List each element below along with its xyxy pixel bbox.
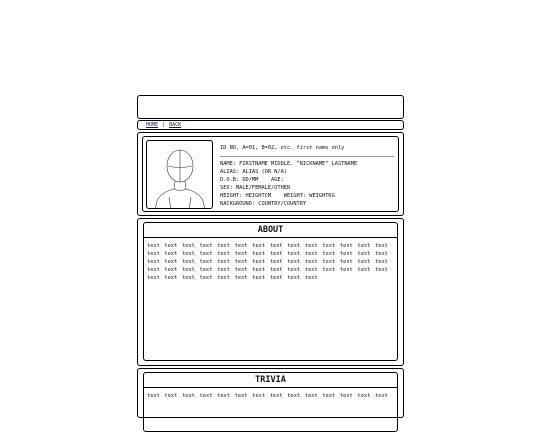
back-link[interactable]: BACK	[169, 122, 182, 128]
about-panel	[143, 222, 398, 361]
about-heading: ABOUT	[144, 223, 397, 238]
home-link[interactable]: HOME	[146, 122, 159, 128]
about-section	[137, 218, 404, 366]
divider	[220, 156, 394, 157]
detail-alias: ALIAS: ALIAS (OR N/A)	[220, 169, 287, 175]
character-sketch-image	[147, 141, 213, 209]
detail-name: NAME: FIRSTNAME MIDDLE. "NICKNAME" LASTNAME	[220, 161, 358, 167]
trivia-panel	[143, 372, 398, 432]
nav-bar	[137, 120, 404, 130]
profile-card	[137, 132, 404, 216]
detail-background: BACKGROUND: COUNTRY/COUNTRY	[220, 201, 307, 207]
detail-dob-age: D.O.B: DD/MM AGE:	[220, 177, 284, 183]
character-portrait	[146, 140, 213, 209]
trivia-section	[137, 368, 404, 418]
about-body: text text text text text text text text text text text text text text text text text text text text text text text text text text text text text text text text text text text text text text text text text text text text text text text text text text text text text text text text text text text text text text text text text text	[147, 243, 388, 281]
detail-height-weight: HEIGHT: HEIGHTCM WEIGHT: WEIGHTKG	[220, 193, 335, 199]
trivia-body: text text text text text text text text text text text text text text	[147, 393, 388, 399]
trivia-heading: TRIVIA	[144, 373, 397, 388]
profile-details	[220, 160, 357, 208]
detail-sex: SEX: MALE/FEMALE/OTHER	[220, 185, 291, 191]
nav-separator: |	[162, 122, 166, 128]
profile-card-inner	[142, 136, 399, 212]
id-number-line: ID NO. A=01, B=02, etc. first name only	[220, 145, 345, 151]
header-banner	[137, 95, 404, 119]
